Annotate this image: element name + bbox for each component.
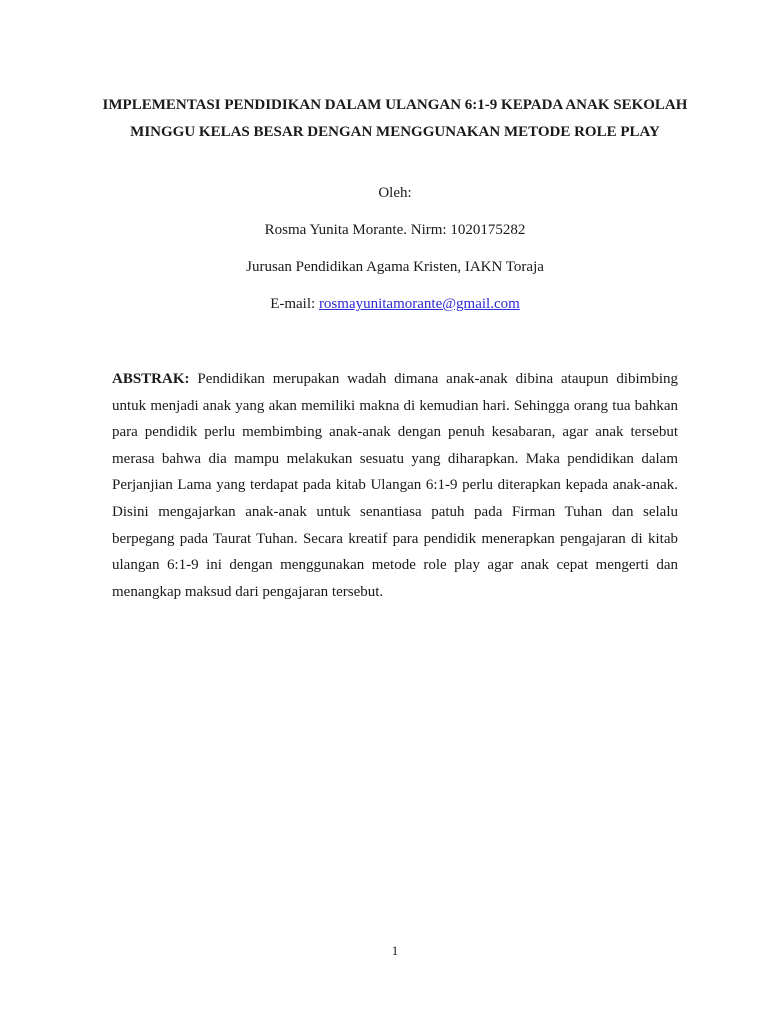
paper-title: IMPLEMENTASI PENDIDIKAN DALAM ULANGAN 6:1-9 KEPADA ANAK SEKOLAH MINGGU KELAS BESAR DENGAN MENGGUNAKAN METODE ROLE PLAY <box>102 97 688 140</box>
by-label: Oleh: <box>378 185 412 201</box>
abstract-label: ABSTRAK: <box>112 371 190 387</box>
email-link[interactable]: rosmayunitamorante@gmail.com <box>318 296 520 312</box>
author-line: Rosma Yunita Morante. Nirm: 1020175282 <box>264 222 526 238</box>
abstract-paragraph <box>112 366 678 605</box>
affiliation-line: Jurusan Pendidikan Agama Kristen, IAKN Toraja <box>246 259 544 275</box>
page-number: 1 <box>391 943 399 958</box>
email-label: E-mail: <box>270 296 319 312</box>
email-line <box>100 294 690 314</box>
abstract-text: Pendidikan merupakan wadah dimana anak-anak dibina ataupun dibimbing untuk menjadi anak yang akan memiliki makna di kemudian hari. Sehingga orang tua bahkan para pendidik perlu membimbing anak-anak dengan penuh kesabaran, agar anak tersebut merasa bahwa dia mampu melakukan sesuatu yang diharapkan. Maka pendidikan dalam Perjanjian Lama yang terdapat pada kitab Ulangan 6:1-9 perlu diterapkan kepada anak-anak. Disini mengajarkan anak-anak untuk senantiasa patuh pada Firman Tuhan dan selalu berpegang pada Taurat Tuhan. Secara kreatif para pendidik menerapkan pengajaran di kitab ulangan 6:1-9 ini dengan menggunakan metode role play agar anak cepat mengerti dan menangkap maksud dari pengajaran tersebut. <box>112 371 678 600</box>
